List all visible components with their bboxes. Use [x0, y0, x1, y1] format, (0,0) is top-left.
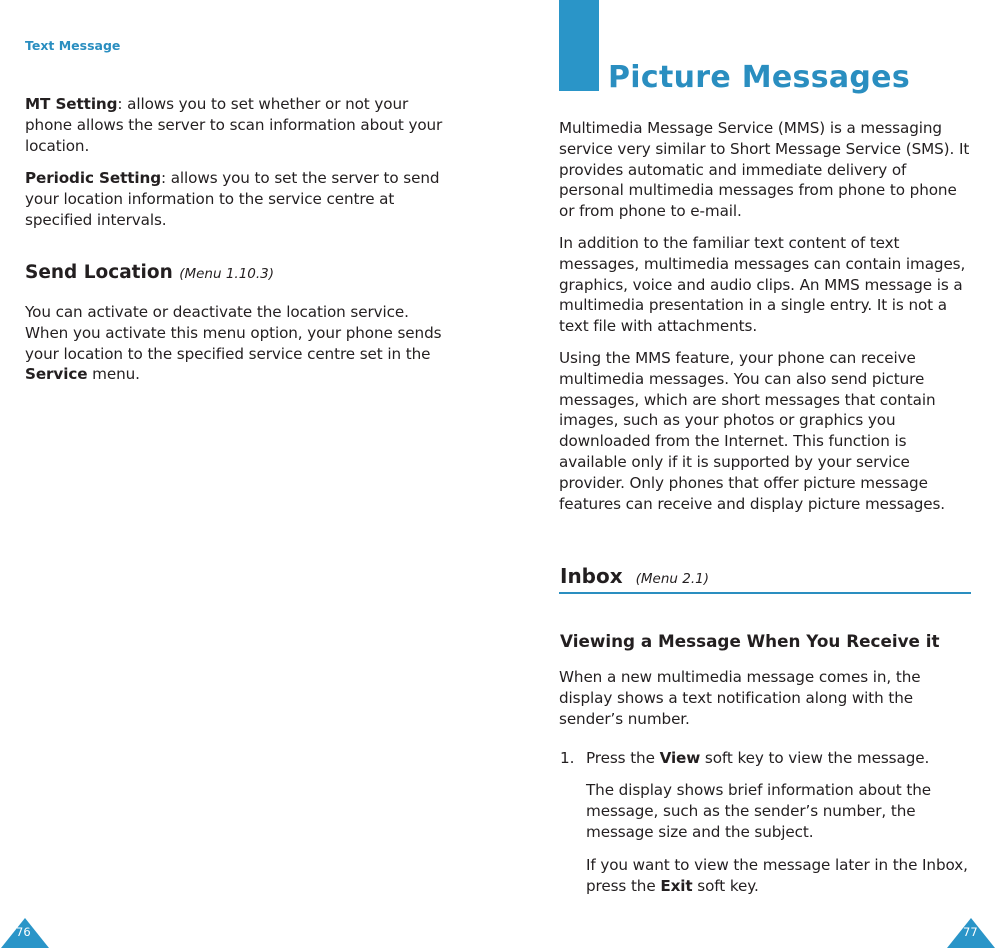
step-1-before: Press the — [586, 749, 660, 767]
page-number-left: 76 — [16, 925, 31, 939]
chapter-title: Picture Messages — [608, 60, 910, 95]
mms-intro-paragraph: Multimedia Message Service (MMS) is a messaging service very similar to Short Message Service (SMS). It provides automatic and immediate delivery of personal multimedia messages from phone to phone or from phone to e-mail. — [559, 119, 970, 221]
step-1-note-2-before: If you want to view the message later in the Inbox, press the — [586, 856, 968, 895]
step-1-note-2-bold: Exit — [660, 876, 693, 895]
step-1-bold: View — [659, 749, 701, 767]
send-location-body-bold: Service — [25, 365, 88, 384]
chapter-marker-bar — [559, 0, 599, 91]
step-1-note-2-after: soft key. — [692, 876, 759, 895]
periodic-setting-text: : allows you to set the server to send your location information to the service centre at specified intervals. — [25, 169, 440, 229]
inbox-rule — [559, 592, 971, 594]
step-1-number: 1. — [560, 749, 575, 767]
mms-feature-paragraph: Using the MMS feature, your phone can receive multimedia messages. You can also send picture messages, which are short messages that contain images, such as your photos or graphics you downloaded from the Internet. This function is available only if it is supported by your service provider. Only phones that offer picture message features can receive and display picture messages. — [559, 349, 946, 513]
mt-setting-paragraph — [25, 94, 445, 156]
step-1-after: soft key to view the message. — [700, 749, 930, 767]
viewing-heading: Viewing a Message When You Receive it — [560, 631, 940, 651]
inbox-menu-ref: (Menu 2.1) — [635, 571, 709, 587]
inbox-title: Inbox — [560, 564, 623, 588]
send-location-body-before: You can activate or deactivate the location service. When you activate this menu option, your phone sends your location to the specified service centre set in the — [25, 303, 442, 363]
mt-setting-term: MT Setting — [25, 95, 118, 113]
periodic-setting-term: Periodic Setting — [25, 169, 161, 187]
step-1 — [586, 748, 976, 769]
send-location-menu-ref: (Menu 1.10.3) — [179, 266, 275, 282]
send-location-body-after: menu. — [87, 365, 140, 384]
step-1-note-1: The display shows brief information about the message, such as the sender’s number, the message size and the subject. — [586, 781, 931, 841]
running-head: Text Message — [25, 38, 121, 53]
inbox-heading — [560, 564, 709, 588]
page-number-right: 77 — [963, 925, 978, 939]
send-location-title: Send Location — [25, 262, 173, 283]
send-location-heading — [25, 262, 274, 283]
mt-setting-text: : allows you to set whether or not your phone allows the server to scan information about your location. — [25, 95, 443, 155]
step-1-note-2 — [586, 855, 971, 897]
viewing-paragraph: When a new multimedia message comes in, the display shows a text notification along with the sender’s number. — [559, 668, 921, 728]
send-location-paragraph — [25, 302, 445, 385]
periodic-setting-paragraph — [25, 168, 445, 230]
mms-content-paragraph: In addition to the familiar text content of text messages, multimedia messages can contain images, graphics, voice and audio clips. An MMS message is a multimedia presentation in a single entry. It is not a text file with attachments. — [559, 234, 966, 336]
